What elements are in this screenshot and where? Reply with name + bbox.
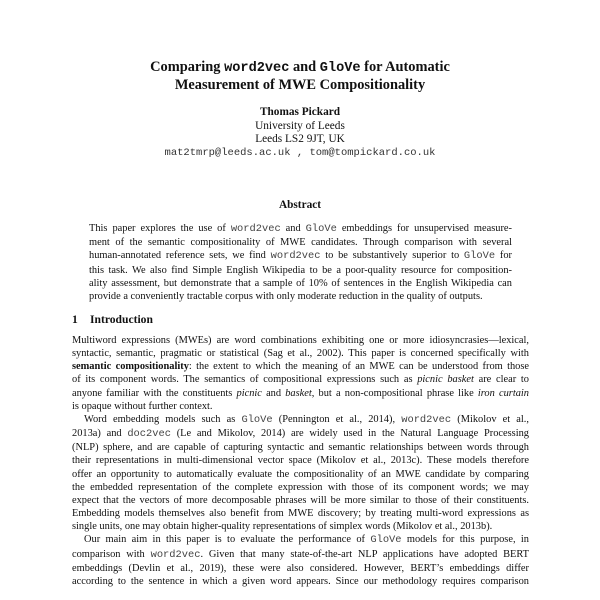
body-line: expect that the vectors of more decomposable phrases will be more similar to those of their constituents.: [72, 494, 529, 506]
section-heading-introduction: [72, 313, 153, 326]
title-code-word2vec: word2vec: [224, 61, 290, 76]
body-line: embeddings (Devlin et al., 2019), these were also considered. However, BERT’s embeddings differ: [72, 562, 529, 574]
body-line: Embedding models themselves also benefit from MWE discovery; by treating multi-word expressions as: [72, 508, 529, 520]
body-line: Our main aim in this paper is to evaluate the performance of GloVe models for this purpose, in: [84, 534, 529, 547]
title-code-glove: GloVe: [319, 61, 361, 76]
bold-term: semantic compositionality: [72, 361, 189, 373]
abstract-line: ment of the semantic compositionality of MWE candidates. Through comparison with several: [89, 237, 512, 249]
body-line: of its component words. The semantics of compositional expressions such as picnic basket are clear to: [72, 374, 529, 386]
abstract-line: provide a conveniently tractable corpus with only moderate reduction in the quality of outputs.: [89, 291, 483, 303]
abstract-line: This paper explores the use of word2vec and GloVe embeddings for unsupervised measure-: [89, 223, 512, 235]
body-line: anyone familiar with the constituents picnic and basket, but a non-compositional phrase like iron curtain: [72, 387, 529, 399]
body-line: 2013a) and doc2vec (Le and Mikolov, 2014) are widely used in the Natural Language Processing: [72, 428, 529, 441]
author-name: Thomas Pickard: [259, 106, 341, 118]
body-line: their representations in multi-dimensional vector space (Mikolov et al., 2013c). These models therefore: [72, 455, 529, 467]
body-line: Word embedding models such as GloVe (Pennington et al., 2014), word2vec (Mikolov et al.,: [84, 413, 529, 426]
abstract-line: ality assessment, but demonstrate that a sample of 10% of sentences in the English Wikipedia can: [89, 277, 512, 289]
body-line: syntactic, semantic, pragmatic or statistical (Sag et al., 2002). This paper is concerned specifically with: [72, 348, 529, 360]
author-emails: mat2tmrp@leeds.ac.uk , tom@tompickard.co.uk: [164, 146, 436, 159]
body-line: offer an opportunity to automatically evaluate the compositionality of an MWE candidate by comparing: [72, 468, 529, 480]
paper-title: [60, 59, 540, 94]
title-line-1: Comparing word2vec and GloVe for Automatic: [150, 59, 450, 76]
body-line: is opaque without further context.: [72, 400, 213, 412]
abstract-line: this task. We also find Simple English Wikipedia to be a poor-quality resource for composition-: [89, 264, 512, 276]
body-line: the embedded representation of the complete expression with those of its component words; we may: [72, 481, 529, 493]
abstract-text: [89, 222, 512, 303]
body-line: comparison with word2vec. Given that many state-of-the-art NLP applications have adopted BERT: [72, 548, 530, 561]
section-title: Introduction: [90, 313, 153, 326]
title-line-2: Measurement of MWE Compositionality: [174, 77, 426, 93]
body-line: semantic compositionality: the extent to which the meaning of an MWE can be understood from those: [72, 361, 530, 373]
body-line: (NLP) sphere, and are capable of capturing syntactic and semantic relationships between words through: [72, 442, 529, 454]
author-affiliation: University of Leeds: [255, 119, 345, 132]
author-address: Leeds LS2 9JT, UK: [255, 133, 345, 145]
abstract-heading: Abstract: [278, 199, 322, 211]
body-line: according to the sentence in which a given word appears. Since our methodology requires comparison: [72, 575, 529, 587]
body-line: Multiword expressions (MWEs) are word combinations exhibiting one or more idiosyncrasies—lexical,: [72, 335, 529, 346]
section-number: 1: [72, 313, 78, 326]
introduction-body: [72, 334, 529, 588]
abstract-line: human-annotated reference sets, we find word2vec to be substantively superior to GloVe for: [89, 250, 512, 263]
body-line: single units, one may obtain higher-quality representations of simplex words (Mikolov et al., 2013b).: [72, 521, 493, 533]
author-block: [60, 106, 540, 160]
